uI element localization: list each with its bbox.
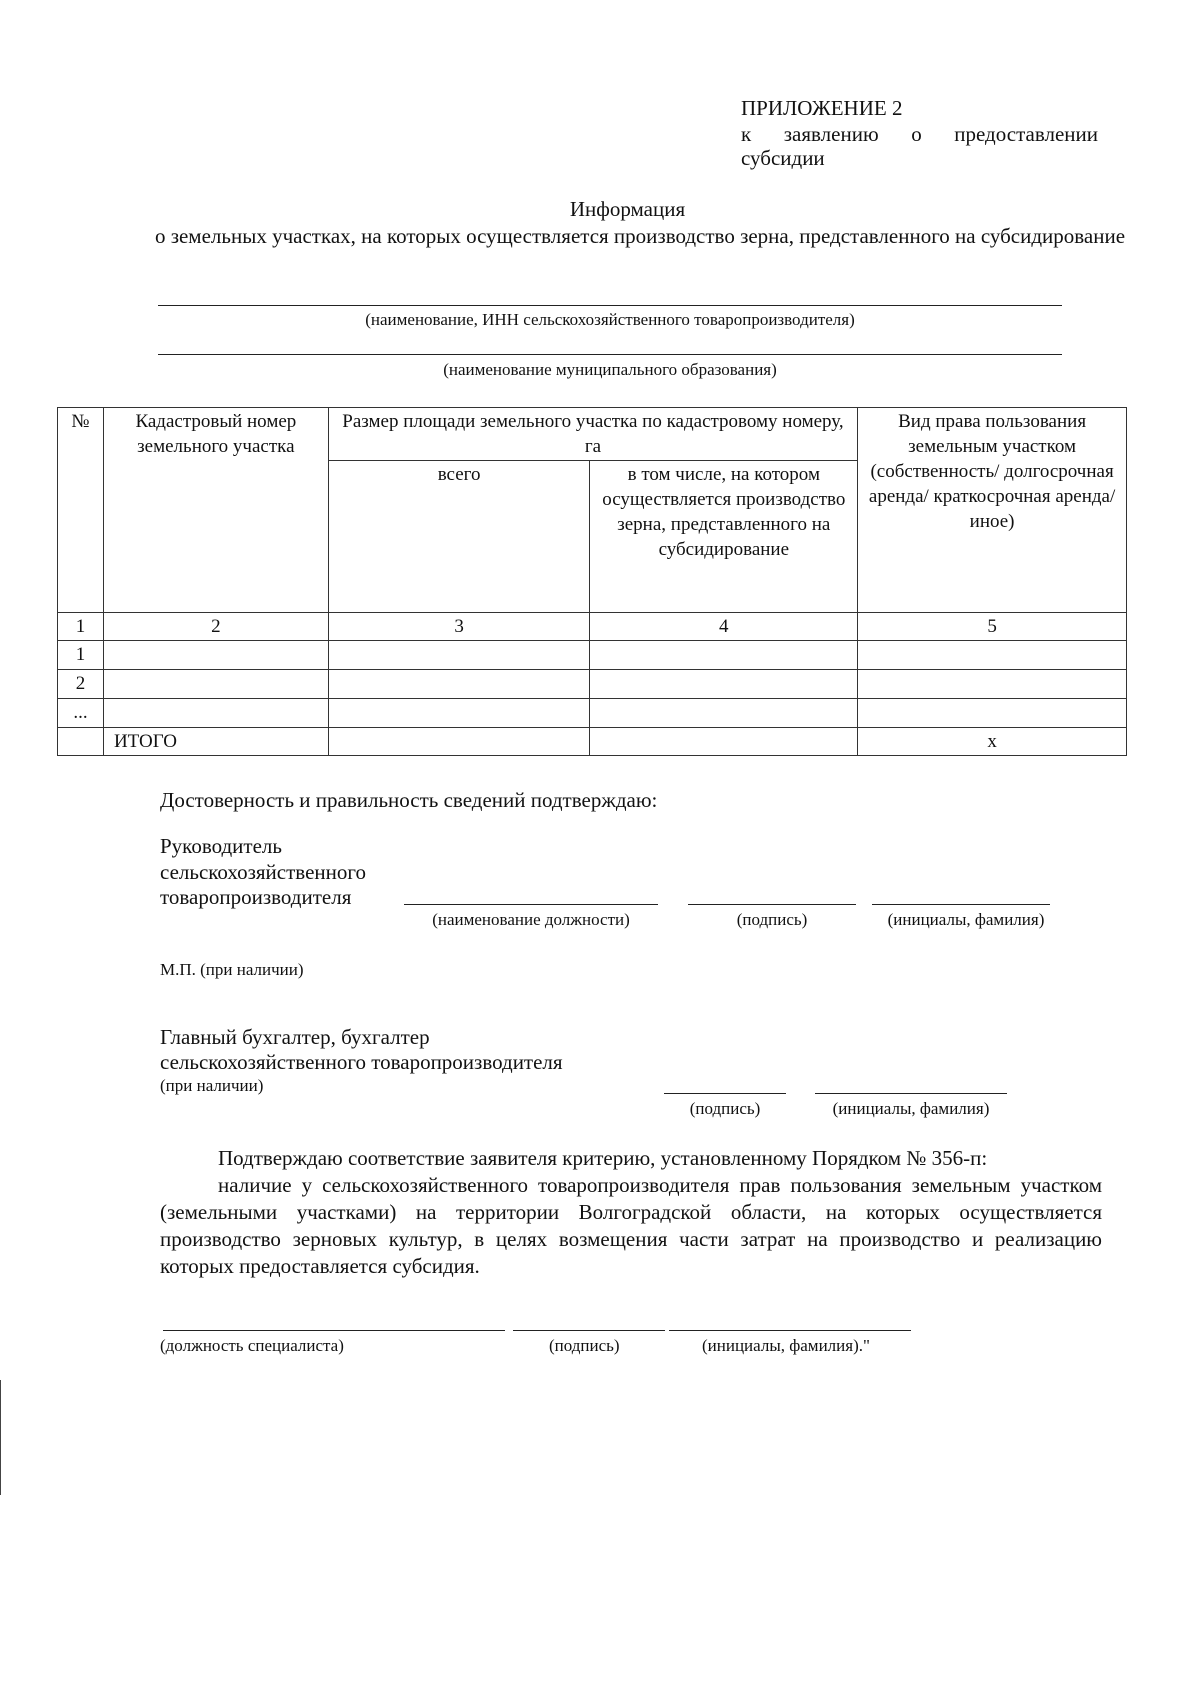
col-number: 2 <box>103 613 328 641</box>
signature-caption: (подпись) <box>736 910 808 929</box>
head-label-line3: товаропроизводителя <box>160 885 352 909</box>
compliance-statement: Подтверждаю соответствие заявителя критерию, установленному Порядком № 356-п: <box>218 1146 988 1170</box>
area-total-cell[interactable] <box>328 699 590 728</box>
row-num: 2 <box>58 670 104 699</box>
specialist-name-caption: (инициалы, фамилия)." <box>702 1336 870 1355</box>
appendix-subtitle: к заявлению о предоставлении <box>741 122 1098 146</box>
position-line[interactable] <box>404 904 658 905</box>
right-type-cell[interactable] <box>858 641 1127 670</box>
row-num: ... <box>58 699 104 728</box>
area-total-cell[interactable] <box>328 670 590 699</box>
land-plots-table <box>57 407 1127 756</box>
table-row <box>58 699 1127 728</box>
right-type-cell[interactable] <box>858 699 1127 728</box>
appendix-title: ПРИЛОЖЕНИЕ 2 <box>741 96 903 120</box>
appendix-subtitle-cont: субсидии <box>741 146 825 170</box>
header-area-grain: в том числе, на котором осуществляется производство зерна, представленного на субсидирование <box>590 461 858 613</box>
cadastral-cell[interactable] <box>103 641 328 670</box>
specialist-position-line[interactable] <box>163 1330 505 1331</box>
name-line[interactable] <box>872 904 1050 905</box>
producer-caption: (наименование, ИНН сельскохозяйственного товаропроизводителя) <box>365 310 855 329</box>
producer-fill-line[interactable] <box>158 305 1062 306</box>
specialist-signature-line[interactable] <box>513 1330 665 1331</box>
col-number: 3 <box>328 613 590 641</box>
acc-name-caption: (инициалы, фамилия) <box>832 1099 990 1118</box>
acc-signature-line[interactable] <box>664 1093 786 1094</box>
signature-line[interactable] <box>688 904 856 905</box>
total-area-cell[interactable] <box>328 728 590 756</box>
total-grain-cell[interactable] <box>590 728 858 756</box>
scan-edge-mark <box>0 1380 1 1495</box>
total-row <box>58 728 1127 756</box>
cadastral-cell[interactable] <box>103 670 328 699</box>
row-num: 1 <box>58 641 104 670</box>
col-number: 4 <box>590 613 858 641</box>
head-label-line1: Руководитель <box>160 834 282 858</box>
total-row-num <box>58 728 104 756</box>
confirmation-statement: Достоверность и правильность сведений подтверждаю: <box>160 788 658 812</box>
accountant-label-line2: сельскохозяйственного товаропроизводителя <box>160 1050 563 1074</box>
area-grain-cell[interactable] <box>590 699 858 728</box>
header-num: № <box>58 408 104 613</box>
document-subtitle: о земельных участках, на которых осуществляется производство зерна, представленного на субсидирование <box>154 224 1126 248</box>
right-type-cell[interactable] <box>858 670 1127 699</box>
specialist-name-line[interactable] <box>669 1330 911 1331</box>
cadastral-cell[interactable] <box>103 699 328 728</box>
header-cadastral: Кадастровый номер земельного участка <box>103 408 328 613</box>
total-right-cell: х <box>858 728 1127 756</box>
column-numbers-row <box>58 613 1127 641</box>
col-number: 5 <box>858 613 1127 641</box>
accountant-label-line1: Главный бухгалтер, бухгалтер <box>160 1025 430 1049</box>
area-total-cell[interactable] <box>328 641 590 670</box>
area-grain-cell[interactable] <box>590 641 858 670</box>
col-number: 1 <box>58 613 104 641</box>
head-label-line2: сельскохозяйственного <box>160 860 366 884</box>
municipality-fill-line[interactable] <box>158 354 1062 355</box>
name-caption: (инициалы, фамилия) <box>887 910 1045 929</box>
specialist-caption: (должность специалиста) <box>160 1336 344 1355</box>
municipality-caption: (наименование муниципального образования) <box>443 360 777 379</box>
total-label: ИТОГО <box>103 728 328 756</box>
document-title: Информация <box>569 197 686 221</box>
compliance-paragraph: наличие у сельскохозяйственного товаропроизводителя прав пользования земельным участком (земельными участками) на территории Волгоградской области, на которых осуществляется производство зерновых культур, в целях возмещения части затрат на производство и реализацию которых предоставляется субсидия. <box>160 1173 1102 1278</box>
accountant-note: (при наличии) <box>160 1076 264 1095</box>
header-right-type: Вид права пользования земельным участком (собственность/ долгосрочная аренда/ краткосрочная аренда/ иное) <box>858 408 1127 613</box>
specialist-signature-caption: (подпись) <box>549 1336 620 1355</box>
position-caption: (наименование должности) <box>432 910 630 929</box>
acc-name-line[interactable] <box>815 1093 1007 1094</box>
table-row <box>58 641 1127 670</box>
acc-signature-caption: (подпись) <box>689 1099 761 1118</box>
header-area-total: всего <box>328 461 590 613</box>
stamp-label: М.П. (при наличии) <box>160 960 304 979</box>
header-area-group: Размер площади земельного участка по кадастровому номеру, га <box>328 408 857 461</box>
area-grain-cell[interactable] <box>590 670 858 699</box>
table-row <box>58 670 1127 699</box>
